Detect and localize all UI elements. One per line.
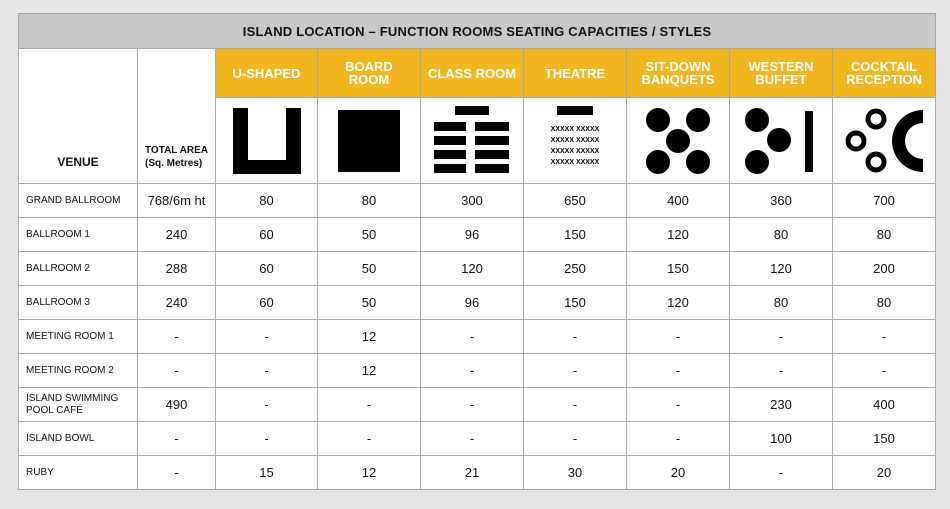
capacity-value: 21: [421, 456, 524, 490]
venue-name: GRAND BALLROOM: [19, 184, 138, 218]
total-area-value: -: [138, 456, 216, 490]
capacity-value: 15: [216, 456, 318, 490]
capacity-value: 80: [833, 286, 936, 320]
capacity-value: -: [524, 320, 627, 354]
table-row: [19, 388, 936, 422]
table-title: ISLAND LOCATION – FUNCTION ROOMS SEATING CAPACITIES / STYLES: [19, 14, 936, 49]
capacity-value: 50: [318, 286, 421, 320]
theatre-icon: [540, 106, 610, 176]
capacity-value: 150: [524, 218, 627, 252]
table-row: [19, 218, 936, 252]
capacity-value: 60: [216, 218, 318, 252]
total-area-value: 240: [138, 218, 216, 252]
banquet-icon-cell: [627, 98, 730, 184]
capacity-value: 30: [524, 456, 627, 490]
capacity-value: 20: [627, 456, 730, 490]
header-label: BUFFET: [755, 72, 807, 87]
total-area-value: 288: [138, 252, 216, 286]
total-area-label: TOTAL AREA: [145, 145, 208, 156]
capacity-value: 80: [730, 286, 833, 320]
table-row: [19, 354, 936, 388]
cocktail-icon-cell: [833, 98, 936, 184]
capacity-value: 80: [216, 184, 318, 218]
capacity-value: 250: [524, 252, 627, 286]
venue-name: RUBY: [19, 456, 138, 490]
header-cocktail-reception: [833, 49, 936, 98]
theatre-row-text: XXXXX XXXXX: [550, 147, 600, 155]
venue-name: BALLROOM 1: [19, 218, 138, 252]
capacity-value: 400: [833, 388, 936, 422]
capacity-value: 20: [833, 456, 936, 490]
capacity-value: -: [524, 354, 627, 388]
capacity-value: 300: [421, 184, 524, 218]
total-area-value: -: [138, 354, 216, 388]
capacity-value: 96: [421, 218, 524, 252]
cocktail-icon: [843, 106, 925, 176]
u-shape-icon-cell: [216, 98, 318, 184]
capacity-value: -: [421, 388, 524, 422]
buffet-icon-cell: [730, 98, 833, 184]
class-room-icon-cell: [421, 98, 524, 184]
total-area-unit: (Sq. Metres): [145, 158, 203, 169]
venue-name: ISLAND BOWL: [19, 422, 138, 456]
header-label: THEATRE: [544, 65, 606, 81]
header-western-buffet: [730, 49, 833, 98]
capacity-value: 230: [730, 388, 833, 422]
capacity-value: -: [627, 422, 730, 456]
total-area-value: 240: [138, 286, 216, 320]
capacity-value: 120: [627, 286, 730, 320]
theatre-row-text: XXXXX XXXXX: [550, 158, 600, 166]
table-row: [19, 456, 936, 490]
capacity-value: 400: [627, 184, 730, 218]
capacity-value: 50: [318, 252, 421, 286]
header-class-room: [421, 49, 524, 98]
banquet-icon: [642, 106, 714, 176]
capacity-value: -: [318, 388, 421, 422]
capacity-value: -: [216, 320, 318, 354]
capacity-value: 200: [833, 252, 936, 286]
capacity-value: 360: [730, 184, 833, 218]
capacity-value: 650: [524, 184, 627, 218]
capacity-value: -: [524, 388, 627, 422]
header-u-shaped: [216, 49, 318, 98]
capacity-value: -: [730, 320, 833, 354]
capacity-value: 12: [318, 354, 421, 388]
capacity-value: 150: [627, 252, 730, 286]
capacity-value: -: [730, 456, 833, 490]
capacity-value: 120: [421, 252, 524, 286]
header-label: BANQUETS: [641, 72, 715, 87]
header-theatre: [524, 49, 627, 98]
venue-name: MEETING ROOM 1: [19, 320, 138, 354]
capacity-value: 60: [216, 252, 318, 286]
capacity-value: 100: [730, 422, 833, 456]
theatre-row-text: XXXXX XXXXX: [550, 125, 600, 133]
capacity-value: 120: [627, 218, 730, 252]
total-area-value: 768/6m ht: [138, 184, 216, 218]
capacity-value: -: [216, 422, 318, 456]
header-board-room: [318, 49, 421, 98]
capacity-value: -: [627, 354, 730, 388]
header-sit-down-banquets: [627, 49, 730, 98]
venue-name: ISLAND SWIMMING POOL CAFÉ: [19, 388, 138, 422]
capacity-value: -: [216, 388, 318, 422]
capacity-value: 150: [524, 286, 627, 320]
board-room-icon: [337, 109, 401, 173]
header-label: RECEPTION: [846, 72, 922, 87]
table-row: [19, 184, 936, 218]
total-area-value: -: [138, 320, 216, 354]
capacity-value: 80: [318, 184, 421, 218]
capacity-value: 120: [730, 252, 833, 286]
capacity-value: 96: [421, 286, 524, 320]
capacity-value: -: [627, 320, 730, 354]
total-area-header: [138, 49, 216, 184]
venue-header: VENUE: [19, 49, 138, 184]
capacity-value: 80: [833, 218, 936, 252]
header-label: COCKTAIL: [850, 59, 918, 74]
board-room-icon-cell: [318, 98, 421, 184]
capacity-value: 80: [730, 218, 833, 252]
table-row: [19, 320, 936, 354]
theatre-row-text: XXXXX XXXXX: [550, 136, 600, 144]
header-label: CLASS ROOM: [427, 65, 517, 81]
capacity-value: -: [730, 354, 833, 388]
capacity-value: 150: [833, 422, 936, 456]
capacity-value: -: [833, 354, 936, 388]
capacity-value: -: [421, 320, 524, 354]
total-area-value: 490: [138, 388, 216, 422]
capacity-value: 12: [318, 320, 421, 354]
theatre-icon-cell: [524, 98, 627, 184]
capacity-value: -: [216, 354, 318, 388]
capacity-value: 50: [318, 218, 421, 252]
venue-name: BALLROOM 2: [19, 252, 138, 286]
u-shape-icon: [232, 107, 302, 175]
capacity-value: -: [318, 422, 421, 456]
capacity-value: -: [421, 422, 524, 456]
table-row: [19, 422, 936, 456]
total-area-value: -: [138, 422, 216, 456]
header-label: SIT-DOWN: [645, 59, 711, 74]
table-row: [19, 286, 936, 320]
header-label: WESTERN: [748, 59, 814, 74]
capacity-value: -: [627, 388, 730, 422]
venue-name: BALLROOM 3: [19, 286, 138, 320]
table-row: [19, 252, 936, 286]
capacity-value: -: [421, 354, 524, 388]
header-label: ROOM: [348, 72, 390, 87]
capacity-value: 60: [216, 286, 318, 320]
capacity-value: -: [833, 320, 936, 354]
venue-name: MEETING ROOM 2: [19, 354, 138, 388]
capacity-sheet: [18, 13, 935, 490]
header-label: BOARD: [345, 59, 393, 74]
capacity-table: [18, 13, 936, 490]
capacity-value: 700: [833, 184, 936, 218]
capacity-value: 12: [318, 456, 421, 490]
buffet-icon: [744, 106, 818, 176]
class-room-icon: [432, 106, 512, 176]
capacity-value: -: [524, 422, 627, 456]
header-label: U-SHAPED: [232, 65, 301, 81]
